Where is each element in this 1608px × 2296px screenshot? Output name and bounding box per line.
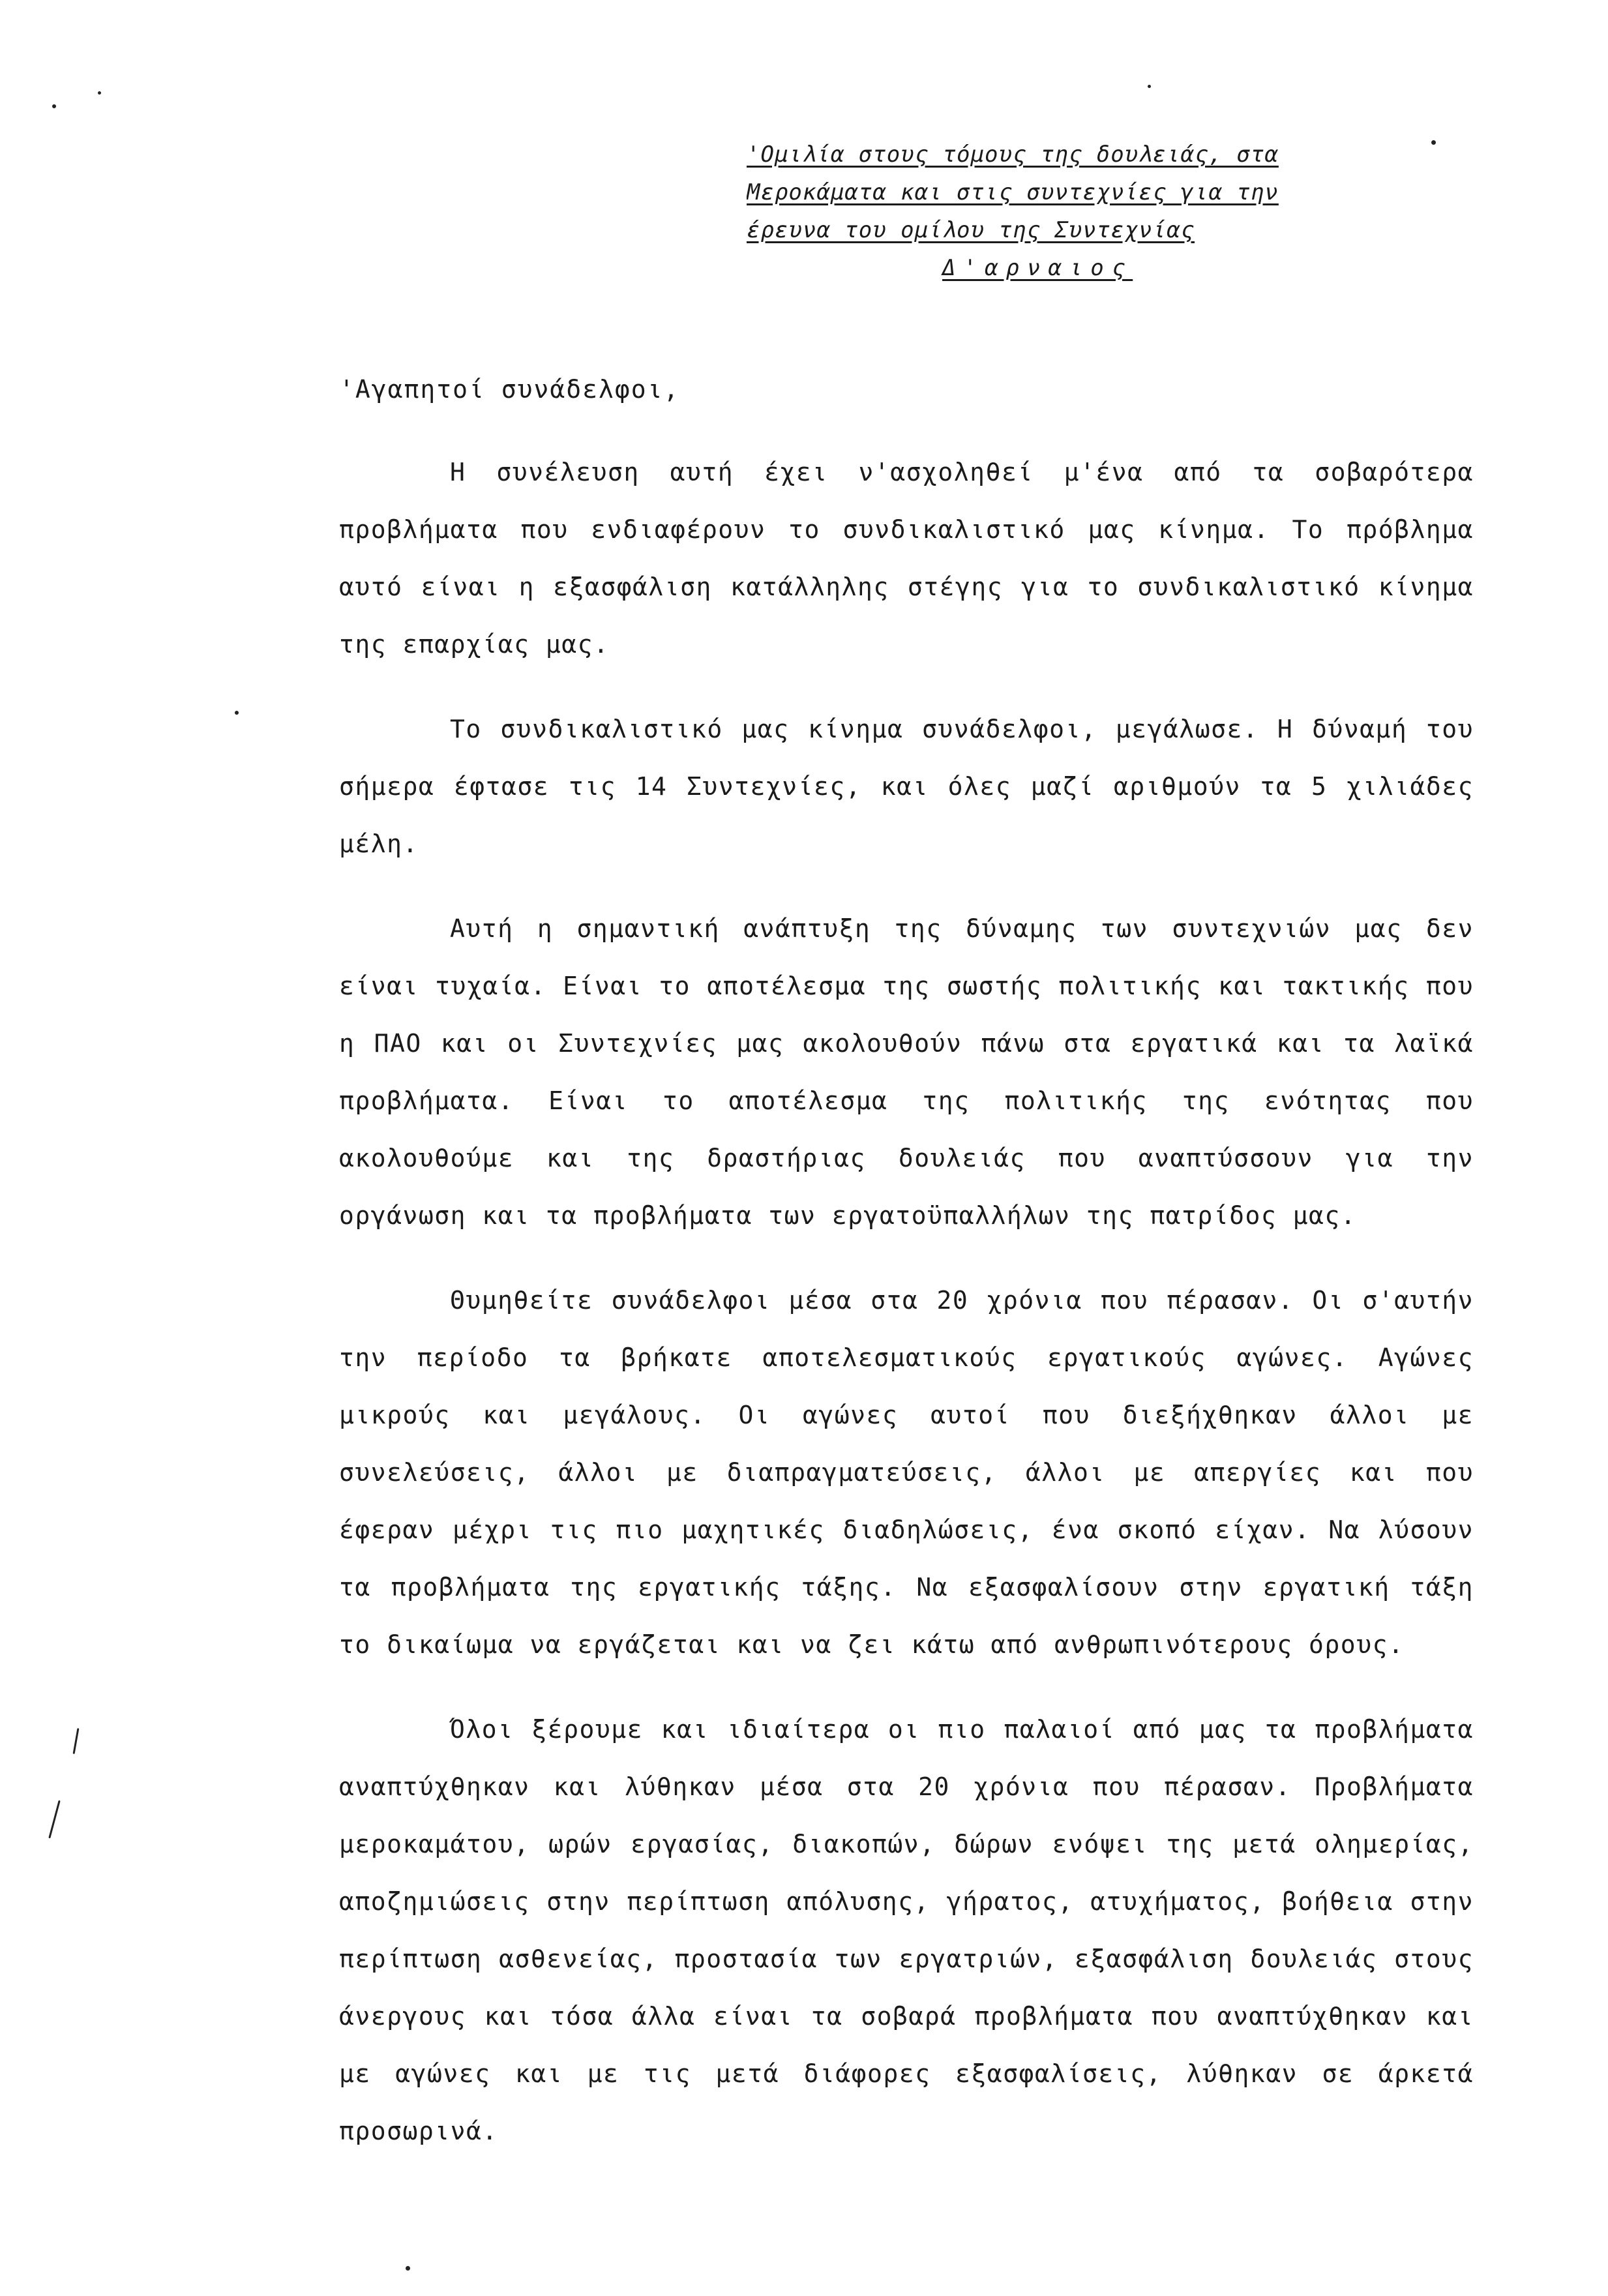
scan-speck (48, 1800, 60, 1839)
paragraph: Όλοι ξέρουμε και ιδιαίτερα οι πιο παλαιοί από μας τα προβλήματα αναπτύχθηκαν και λύθηκαν μέσα στα 20 χρόνια που πέρασαν. Προβλήματα μεροκαμάτου, ωρών εργασίας, διακοπών, δώρων ενόψει της μετά ολημερίας, αποζημιώσεις στην περίπτωση απόλυσης, γήρατος, ατυχήματος, βοήθεια στην περίπτωση ασθενείας, προστασία των εργατριών, εξασφάλιση δουλειάς στους άνεργους και τόσα άλλα είναι τα σοβαρά προβλήματα που αναπτύχθηκαν και με αγώνες και με τις μετά διάφορες εξασφαλίσεις, λύθηκαν σε άρκετά προσωρινά. (339, 1715, 1474, 2145)
body-text (339, 443, 1474, 2187)
paragraph: Το συνδικαλιστικό μας κίνημα συνάδελφοι, μεγάλωσε. Η δύναμή του σήμερα έφτασε τις 14 Συντεχνίες, και όλες μαζί αριθμούν τα 5 χιλιάδες μέλη. (339, 715, 1474, 858)
scan-speck (52, 104, 56, 108)
scan-speck (235, 711, 239, 715)
salutation: 'Αγαπητοί συνάδελφοι, (339, 375, 680, 404)
heading-line: 'Ομιλία στους τόμους της δουλειάς, στα (747, 142, 1279, 168)
scan-speck (406, 2266, 410, 2271)
scan-speck (1148, 85, 1151, 88)
heading-line: έρευνα του ομίλου της Συντεχνίας (747, 217, 1195, 243)
scan-speck (1431, 140, 1436, 145)
paragraph: Η συνέλευση αυτή έχει ν'ασχοληθεί μ'ένα από τα σοβαρότερα προβλήματα που ενδιαφέρουν το συνδικαλιστικό μας κίνημα. Το πρόβλημα αυτό είναι η εξασφάλιση κατάλληλης στέγης για το συνδικαλιστικό κίνημα της επαρχίας μας. (339, 458, 1474, 659)
paragraph: Αυτή η σημαντική ανάπτυξη της δύναμης των συντεχνιών μας δεν είναι τυχαία. Είναι το αποτέλεσμα της σωστής πολιτικής και τακτικής που η ΠΑΟ και οι Συντεχνίες μας ακολουθούν πάνω στα εργατικά και τα λαϊκά προβλήματα. Είναι το αποτέλεσμα της πολιτικής της ενότητας που ακολουθούμε και της δραστήριας δουλειάς που αναπτύσσουν για την οργάνωση και τα προβλήματα των εργατοϋπαλλήλων της πατρίδος μας. (339, 914, 1474, 1230)
paragraph: Θυμηθείτε συνάδελφοι μέσα στα 20 χρόνια που πέρασαν. Οι σ'αυτήν την περίοδο τα βρήκατε αποτελεσματικούς εργατικούς αγώνες. Αγώνες μικρούς και μεγάλους. Οι αγώνες αυτοί που διεξήχθηκαν άλλοι με συνελεύσεις, άλλοι με διαπραγματεύσεις, άλλοι με απεργίες και που έφεραν μέχρι τις πιο μαχητικές διαδηλώσεις, ένα σκοπό είχαν. Να λύσουν τα προβλήματα της εργατικής τάξης. Να εξασφαλίσουν στην εργατική τάξη το δικαίωμα να εργάζεται και να ζει κάτω από ανθρωπινότερους όρους. (339, 1286, 1474, 1659)
heading-author: Δ'αρναιος (942, 255, 1133, 281)
document-heading (747, 136, 1438, 287)
scan-speck (98, 91, 101, 95)
heading-line: Μεροκάματα και στις συντεχνίες για την (747, 179, 1279, 205)
scan-speck (73, 1728, 80, 1754)
